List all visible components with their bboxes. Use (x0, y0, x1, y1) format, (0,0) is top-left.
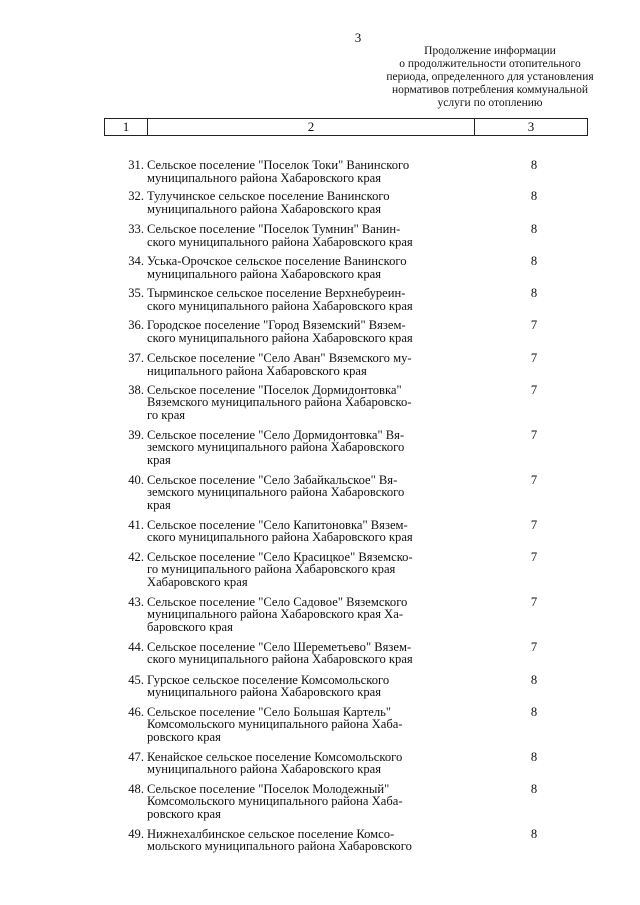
table-row (104, 783, 588, 821)
row-number: 41. (128, 517, 144, 532)
table-row (104, 287, 588, 312)
settlement-name (146, 828, 472, 853)
settlement-name-line: го муниципального района Хабаровского края (147, 562, 396, 577)
settlement-name-line: ского муниципального района Хабаровского края (147, 298, 413, 313)
settlement-name-line: Сельское поселение "Село Шереметьево" Вязем- (147, 639, 412, 654)
row-number: 45. (128, 672, 144, 687)
table-row (104, 641, 588, 666)
row-number: 38. (128, 382, 144, 397)
table-row (104, 384, 588, 422)
row-number: 36. (128, 317, 144, 332)
settlement-name (146, 641, 472, 666)
settlement-name-line: Сельское поселение "Поселок Тумнин" Ванин- (147, 221, 401, 236)
heating-period-value: 8 (530, 704, 538, 719)
settlement-name-line: Сельское поселение "Село Садовое" Вяземского (147, 594, 408, 609)
settlement-name-line: муниципального района Хабаровского края Ха- (147, 607, 404, 622)
settlement-name-line: баровского края (147, 619, 233, 634)
settlement-name-line: ровского края (147, 806, 221, 821)
heading-line: услуги по отоплению (437, 97, 543, 109)
table-row (104, 596, 588, 634)
heating-period-table (104, 118, 588, 853)
continuation-heading (350, 45, 630, 110)
table-row (104, 255, 588, 280)
settlement-name-line: Сельское поселение "Село Капитоновка" Вязем- (147, 517, 408, 532)
settlement-name (146, 783, 472, 821)
settlement-name-line: Гурское сельское поселение Комсомольского (147, 672, 390, 687)
settlement-name (146, 255, 472, 280)
settlement-name-line: Вяземского муниципального района Хабаровско- (147, 395, 412, 410)
row-number: 35. (128, 285, 144, 300)
settlement-name-line: муниципального района Хабаровского края (147, 762, 382, 777)
settlement-name (146, 751, 472, 776)
settlement-name (146, 596, 472, 634)
table-row (104, 674, 588, 699)
table-row (104, 751, 588, 776)
heading-line: о продолжительности отопительного (399, 58, 581, 70)
table-row (104, 159, 588, 184)
page-number: 3 (354, 30, 362, 45)
table-row (104, 352, 588, 377)
row-number: 33. (128, 221, 144, 236)
heating-period-value: 7 (530, 594, 538, 609)
row-number: 49. (128, 826, 144, 841)
settlement-name-line: Кенайское сельское поселение Комсомольского (147, 749, 403, 764)
settlement-name-line: Комсомольского муниципального района Хаба- (147, 794, 403, 809)
row-number: 46. (128, 704, 144, 719)
table-row (104, 190, 588, 215)
settlement-name-line: ровского края (147, 729, 221, 744)
settlement-name (146, 190, 472, 215)
settlement-name (146, 474, 472, 512)
column-header-2: 2 (147, 119, 474, 135)
heating-period-value: 8 (530, 188, 538, 203)
heading-line: нормативов потребления коммунальной (392, 84, 588, 96)
settlement-name-line: Сельское поселение "Поселок Дормидонтовка" (147, 382, 402, 397)
settlement-name (146, 674, 472, 699)
row-number: 44. (128, 639, 144, 654)
heating-period-value: 7 (530, 382, 538, 397)
settlement-name (146, 384, 472, 422)
heating-period-value: 8 (530, 826, 538, 841)
settlement-name-line: мольского муниципального района Хабаровского (147, 839, 412, 854)
table-row (104, 474, 588, 512)
table-header-row (104, 118, 588, 136)
settlement-name-line: Сельское поселение "Поселок Молодежный" (147, 781, 390, 796)
settlement-name (146, 319, 472, 344)
settlement-name-line: Тулучинское сельское поселение Ванинского (147, 188, 390, 203)
settlement-name-line: Хабаровского края (147, 574, 248, 589)
heating-period-value: 7 (530, 472, 538, 487)
column-header-3: 3 (474, 119, 587, 135)
settlement-name-line: Сельское поселение "Село Аван" Вяземского му- (147, 350, 412, 365)
heating-period-value: 7 (530, 639, 538, 654)
settlement-name-line: земского муниципального района Хабаровского (147, 440, 405, 455)
heating-period-value: 8 (530, 158, 538, 172)
table-row (104, 223, 588, 248)
row-number: 32. (128, 188, 144, 203)
row-number: 48. (128, 781, 144, 796)
settlement-name-line: муниципального района Хабаровского края (147, 685, 382, 700)
settlement-name (146, 352, 472, 377)
settlement-name-line: ского муниципального района Хабаровского края (147, 652, 413, 667)
settlement-name (146, 519, 472, 544)
settlement-name-line: го края (147, 408, 186, 423)
heating-period-value: 7 (530, 317, 538, 332)
row-number: 37. (128, 350, 144, 365)
heating-period-value: 7 (530, 549, 538, 564)
settlement-name (146, 287, 472, 312)
settlement-name-line: ского муниципального района Хабаровского края (147, 530, 413, 545)
settlement-name-line: ского муниципального района Хабаровского края (147, 234, 413, 249)
table-row (104, 828, 588, 853)
heating-period-value: 8 (530, 221, 538, 236)
heating-period-value: 7 (530, 427, 538, 442)
settlement-name (146, 551, 472, 589)
settlement-name-line: ского муниципального района Хабаровского края (147, 330, 413, 345)
settlement-name-line: Сельское поселение "Село Дормидонтовка" Вя- (147, 427, 405, 442)
settlement-name-line: муниципального района Хабаровского края (147, 170, 382, 185)
settlement-name-line: Сельское поселение "Село Забайкальское" Вя- (147, 472, 398, 487)
heating-period-value: 7 (530, 350, 538, 365)
settlement-name-line: Тырминское сельское поселение Верхнебуреин- (147, 285, 406, 300)
settlement-name-line: края (147, 498, 171, 513)
settlement-name-line: Нижнехалбинское сельское поселение Комсо- (147, 826, 395, 841)
row-number: 47. (128, 749, 144, 764)
heating-period-value: 8 (530, 253, 538, 268)
table-row (104, 551, 588, 589)
settlement-name-line: Городское поселение "Город Вяземский" Вязем- (147, 317, 406, 332)
heading-line: периода, определенного для установления (386, 71, 594, 83)
settlement-name (146, 429, 472, 467)
row-number: 43. (128, 594, 144, 609)
table-row (104, 519, 588, 544)
row-number: 39. (128, 427, 144, 442)
heating-period-value: 8 (530, 749, 538, 764)
table-body (104, 159, 588, 853)
settlement-name-line: муниципального района Хабаровского края (147, 201, 382, 216)
settlement-name (146, 223, 472, 248)
heating-period-value: 7 (530, 517, 538, 532)
row-number: 42. (128, 549, 144, 564)
settlement-name-line: Сельское поселение "Поселок Токи" Ванинского (147, 158, 410, 172)
heating-period-value: 8 (530, 285, 538, 300)
column-header-1: 1 (122, 119, 130, 134)
settlement-name-line: Уська-Орочское сельское поселение Ванинского (147, 253, 407, 268)
row-number: 31. (128, 158, 144, 172)
table-row (104, 429, 588, 467)
row-number: 40. (128, 472, 144, 487)
settlement-name-line: ниципального района Хабаровского края (147, 363, 367, 378)
heading-line: Продолжение информации (424, 45, 556, 57)
table-row (104, 319, 588, 344)
settlement-name-line: земского муниципального района Хабаровского (147, 485, 405, 500)
settlement-name (146, 159, 472, 184)
settlement-name-line: Сельское поселение "Село Красицкое" Вяземско- (147, 549, 413, 564)
settlement-name-line: края (147, 453, 171, 468)
settlement-name-line: Сельское поселение "Село Большая Картель" (147, 704, 392, 719)
settlement-name-line: муниципального района Хабаровского края (147, 266, 382, 281)
table-row (104, 706, 588, 744)
heating-period-value: 8 (530, 672, 538, 687)
heating-period-value: 8 (530, 781, 538, 796)
settlement-name-line: Комсомольского муниципального района Хаба- (147, 717, 403, 732)
settlement-name (146, 706, 472, 744)
row-number: 34. (128, 253, 144, 268)
